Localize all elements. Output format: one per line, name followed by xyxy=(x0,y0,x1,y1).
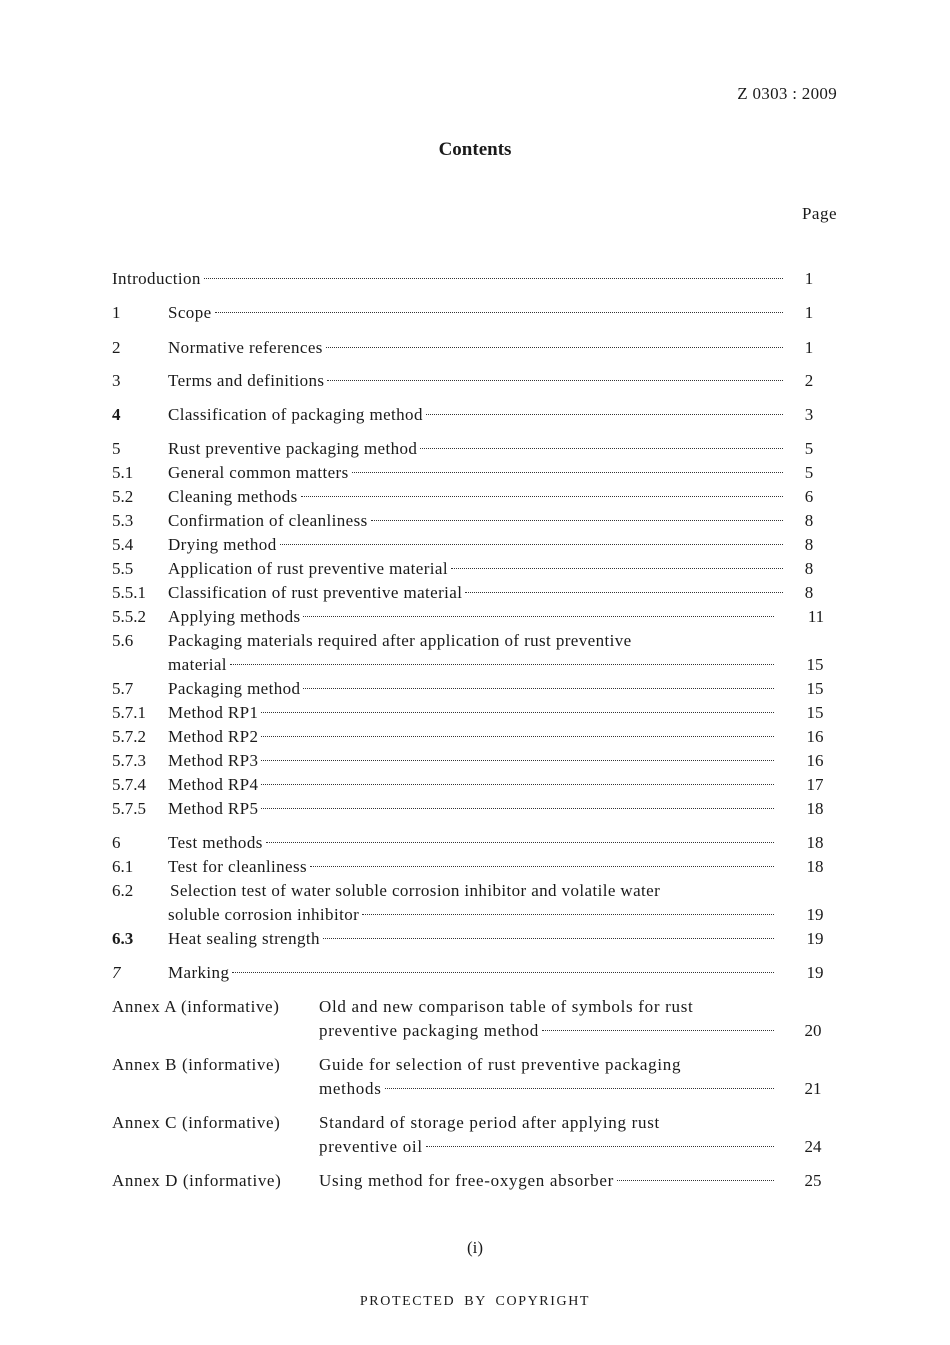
copyright-notice: PROTECTED BY COPYRIGHT xyxy=(359,1294,591,1309)
toc-entry-5-6[interactable] xyxy=(0,629,950,653)
toc-page-number: 1 xyxy=(804,338,814,357)
toc-entry-annex-b[interactable] xyxy=(0,1053,950,1077)
toc-section-number: 5.6 xyxy=(112,631,134,650)
toc-section-number: 2 xyxy=(112,338,121,357)
toc-entry-5-7-3[interactable] xyxy=(0,749,950,773)
toc-entry-annex-a[interactable] xyxy=(0,995,950,1019)
toc-section-number: 4 xyxy=(112,405,121,424)
toc-entry-title-line1: Selection test of water soluble corrosion inhibitor and volatile water xyxy=(170,881,661,900)
toc-section-number: 1 xyxy=(112,303,121,322)
toc-entry-5-7-5[interactable] xyxy=(0,797,950,821)
toc-entry-title-line2: soluble corrosion inhibitor xyxy=(168,905,360,924)
toc-section-number: 6 xyxy=(112,833,121,852)
toc-page-number: 15 xyxy=(806,679,824,698)
toc-page-number: 17 xyxy=(806,775,824,794)
toc-page-number: 18 xyxy=(806,857,824,876)
toc-section-number: 5.5.1 xyxy=(112,583,146,602)
leader-dots xyxy=(451,567,783,569)
leader-dots xyxy=(542,1029,774,1031)
leader-dots xyxy=(426,413,783,415)
toc-page-number: 16 xyxy=(806,727,824,746)
toc-entry-title: Cleaning methods xyxy=(168,487,298,506)
toc-entry-title-line1: Packaging materials required after application of rust preventive xyxy=(168,631,632,650)
toc-entry-5-5-1[interactable] xyxy=(0,581,950,605)
leader-dots xyxy=(230,663,774,665)
toc-entry-5-2[interactable] xyxy=(0,485,950,509)
toc-entry-title: Method RP2 xyxy=(168,727,259,746)
leader-dots xyxy=(261,783,774,785)
toc-page-number: 2 xyxy=(804,371,814,390)
toc-section-number: 5.7.5 xyxy=(112,799,146,818)
toc-page-number: 24 xyxy=(804,1137,822,1156)
toc-entry-title: Method RP1 xyxy=(168,703,259,722)
toc-entry-title: Terms and definitions xyxy=(168,371,325,390)
toc-entry-5-7-4[interactable] xyxy=(0,773,950,797)
toc-entry-6-2-continued[interactable] xyxy=(0,903,950,927)
toc-page-number: 8 xyxy=(804,583,814,602)
toc-entry-title: Scope xyxy=(168,303,212,322)
toc-entry-title-line2: material xyxy=(168,655,227,674)
toc-entry-annex-c-continued[interactable] xyxy=(0,1135,950,1159)
toc-page-number: 1 xyxy=(804,269,814,288)
toc-entry-5-5-2[interactable] xyxy=(0,605,950,629)
toc-section-number: 5.3 xyxy=(112,511,134,530)
toc-section-number: 5.7.4 xyxy=(112,775,146,794)
toc-entry-title-line1: Guide for selection of rust preventive packaging xyxy=(319,1055,682,1074)
toc-entry-title: Classification of packaging method xyxy=(168,405,423,424)
toc-entry-title: Test for cleanliness xyxy=(168,857,307,876)
toc-entry-6-2[interactable] xyxy=(0,879,950,903)
toc-entry-title: General common matters xyxy=(168,463,349,482)
annex-label: Annex C (informative) xyxy=(112,1113,281,1132)
toc-page-number: 5 xyxy=(804,463,814,482)
toc-page-number: 18 xyxy=(806,799,824,818)
toc-page-number: 21 xyxy=(804,1079,822,1098)
toc-entry-5-7-1[interactable] xyxy=(0,701,950,725)
leader-dots xyxy=(371,519,783,521)
toc-entry-5-1[interactable] xyxy=(0,461,950,485)
toc-section-number: 5.2 xyxy=(112,487,134,506)
leader-dots xyxy=(301,495,783,497)
toc-section-number: 6.3 xyxy=(112,929,134,948)
contents-title: Contents xyxy=(438,139,512,160)
toc-entry-title-line2: preventive packaging method xyxy=(319,1021,539,1040)
toc-section-number: 3 xyxy=(112,371,121,390)
leader-dots xyxy=(232,971,774,973)
footer-page-number: (i) xyxy=(466,1238,484,1257)
toc-entry-title: Method RP5 xyxy=(168,799,259,818)
toc-section-number: 5.7.2 xyxy=(112,727,146,746)
toc-page-number: 19 xyxy=(806,929,824,948)
leader-dots xyxy=(426,1145,774,1147)
leader-dots xyxy=(261,807,774,809)
toc-entry-6-3[interactable] xyxy=(0,927,950,951)
toc-section-number: 6.2 xyxy=(112,881,134,900)
leader-dots xyxy=(280,543,783,545)
toc-page-number: 19 xyxy=(806,963,824,982)
toc-page-number: 1 xyxy=(804,303,814,322)
toc-page-number: 15 xyxy=(806,655,824,674)
leader-dots xyxy=(310,865,774,867)
toc-page-number: 19 xyxy=(806,905,824,924)
toc-section-number: 7 xyxy=(112,963,121,982)
annex-label: Annex B (informative) xyxy=(112,1055,281,1074)
toc-entry-5[interactable] xyxy=(0,437,950,461)
toc-entry-5-6-continued[interactable] xyxy=(0,653,950,677)
toc-page-number: 3 xyxy=(804,405,814,424)
annex-label: Annex A (informative) xyxy=(112,997,280,1016)
toc-entry-7[interactable] xyxy=(0,961,950,985)
leader-dots xyxy=(420,447,783,449)
toc-entry-5-3[interactable] xyxy=(0,509,950,533)
toc-entry-title-line1: Old and new comparison table of symbols for rust xyxy=(319,997,694,1016)
leader-dots xyxy=(303,687,774,689)
toc-entry-2[interactable] xyxy=(0,336,950,360)
toc-entry-title: Method RP4 xyxy=(168,775,259,794)
leader-dots xyxy=(385,1087,774,1089)
leader-dots xyxy=(362,913,774,915)
toc-entry-5-7[interactable] xyxy=(0,677,950,701)
toc-entry-title: Packaging method xyxy=(168,679,301,698)
toc-section-number: 5.7.3 xyxy=(112,751,146,770)
toc-entry-5-7-2[interactable] xyxy=(0,725,950,749)
toc-entry-title: Introduction xyxy=(112,269,201,288)
toc-page-number: 5 xyxy=(804,439,814,458)
leader-dots xyxy=(303,615,774,617)
toc-page-number: 11 xyxy=(807,607,825,626)
toc-entry-title: Classification of rust preventive material xyxy=(168,583,463,602)
leader-dots xyxy=(327,379,783,381)
toc-entry-title: Test methods xyxy=(168,833,263,852)
toc-entry-annex-a-continued[interactable] xyxy=(0,1019,950,1043)
toc-entry-title-line2: methods xyxy=(319,1079,382,1098)
toc-entry-annex-c[interactable] xyxy=(0,1111,950,1135)
leader-dots xyxy=(261,711,774,713)
toc-section-number: 5.4 xyxy=(112,535,134,554)
toc-entry-title: Application of rust preventive material xyxy=(168,559,448,578)
toc-entry-annex-b-continued[interactable] xyxy=(0,1077,950,1101)
toc-page-number: 20 xyxy=(804,1021,822,1040)
leader-dots xyxy=(323,937,774,939)
toc-entry-6[interactable] xyxy=(0,831,950,855)
toc-section-number: 5.5 xyxy=(112,559,134,578)
leader-dots xyxy=(215,311,783,313)
toc-entry-title-line1: Standard of storage period after applying rust xyxy=(319,1113,660,1132)
leader-dots xyxy=(352,471,783,473)
toc-page-number: 18 xyxy=(806,833,824,852)
toc-section-number: 5.7.1 xyxy=(112,703,146,722)
toc-page-number: 6 xyxy=(804,487,814,506)
leader-dots xyxy=(617,1179,774,1181)
toc-page-number: 25 xyxy=(804,1171,822,1190)
toc-page-number: 16 xyxy=(806,751,824,770)
leader-dots xyxy=(204,277,783,279)
toc-entry-title: Drying method xyxy=(168,535,277,554)
leader-dots xyxy=(465,591,783,593)
toc-entry-title: Heat sealing strength xyxy=(168,929,320,948)
toc-entry-title-line2: preventive oil xyxy=(319,1137,423,1156)
leader-dots xyxy=(266,841,774,843)
toc-page-number: 8 xyxy=(804,559,814,578)
toc-entry-introduction[interactable] xyxy=(0,267,950,291)
leader-dots xyxy=(261,735,774,737)
toc-entry-6-1[interactable] xyxy=(0,855,950,879)
toc-entry-5-4[interactable] xyxy=(0,533,950,557)
toc-entry-title: Applying methods xyxy=(168,607,301,626)
toc-page-number: 15 xyxy=(806,703,824,722)
toc-entry-5-5[interactable] xyxy=(0,557,950,581)
toc-section-number: 5 xyxy=(112,439,121,458)
toc-entry-title: Method RP3 xyxy=(168,751,259,770)
toc-page-number: 8 xyxy=(804,511,814,530)
leader-dots xyxy=(261,759,774,761)
toc-page-number: 8 xyxy=(804,535,814,554)
annex-label: Annex D (informative) xyxy=(112,1171,282,1190)
toc-entry-3[interactable] xyxy=(0,369,950,393)
toc-section-number: 6.1 xyxy=(112,857,134,876)
leader-dots xyxy=(326,346,783,348)
toc-entry-annex-d[interactable] xyxy=(0,1169,950,1193)
toc-section-number: 5.5.2 xyxy=(112,607,146,626)
toc-section-number: 5.7 xyxy=(112,679,134,698)
toc-entry-title: Marking xyxy=(168,963,230,982)
toc-entry-4[interactable] xyxy=(0,403,950,427)
toc-entry-title: Using method for free-oxygen absorber xyxy=(319,1171,614,1190)
toc-entry-title: Normative references xyxy=(168,338,323,357)
document-id: Z 0303 : 2009 xyxy=(737,84,837,103)
toc-entry-1[interactable] xyxy=(0,301,950,325)
toc-section-number: 5.1 xyxy=(112,463,134,482)
toc-entry-title: Rust preventive packaging method xyxy=(168,439,418,458)
page-column-label: Page xyxy=(801,204,837,223)
toc-entry-title: Confirmation of cleanliness xyxy=(168,511,368,530)
